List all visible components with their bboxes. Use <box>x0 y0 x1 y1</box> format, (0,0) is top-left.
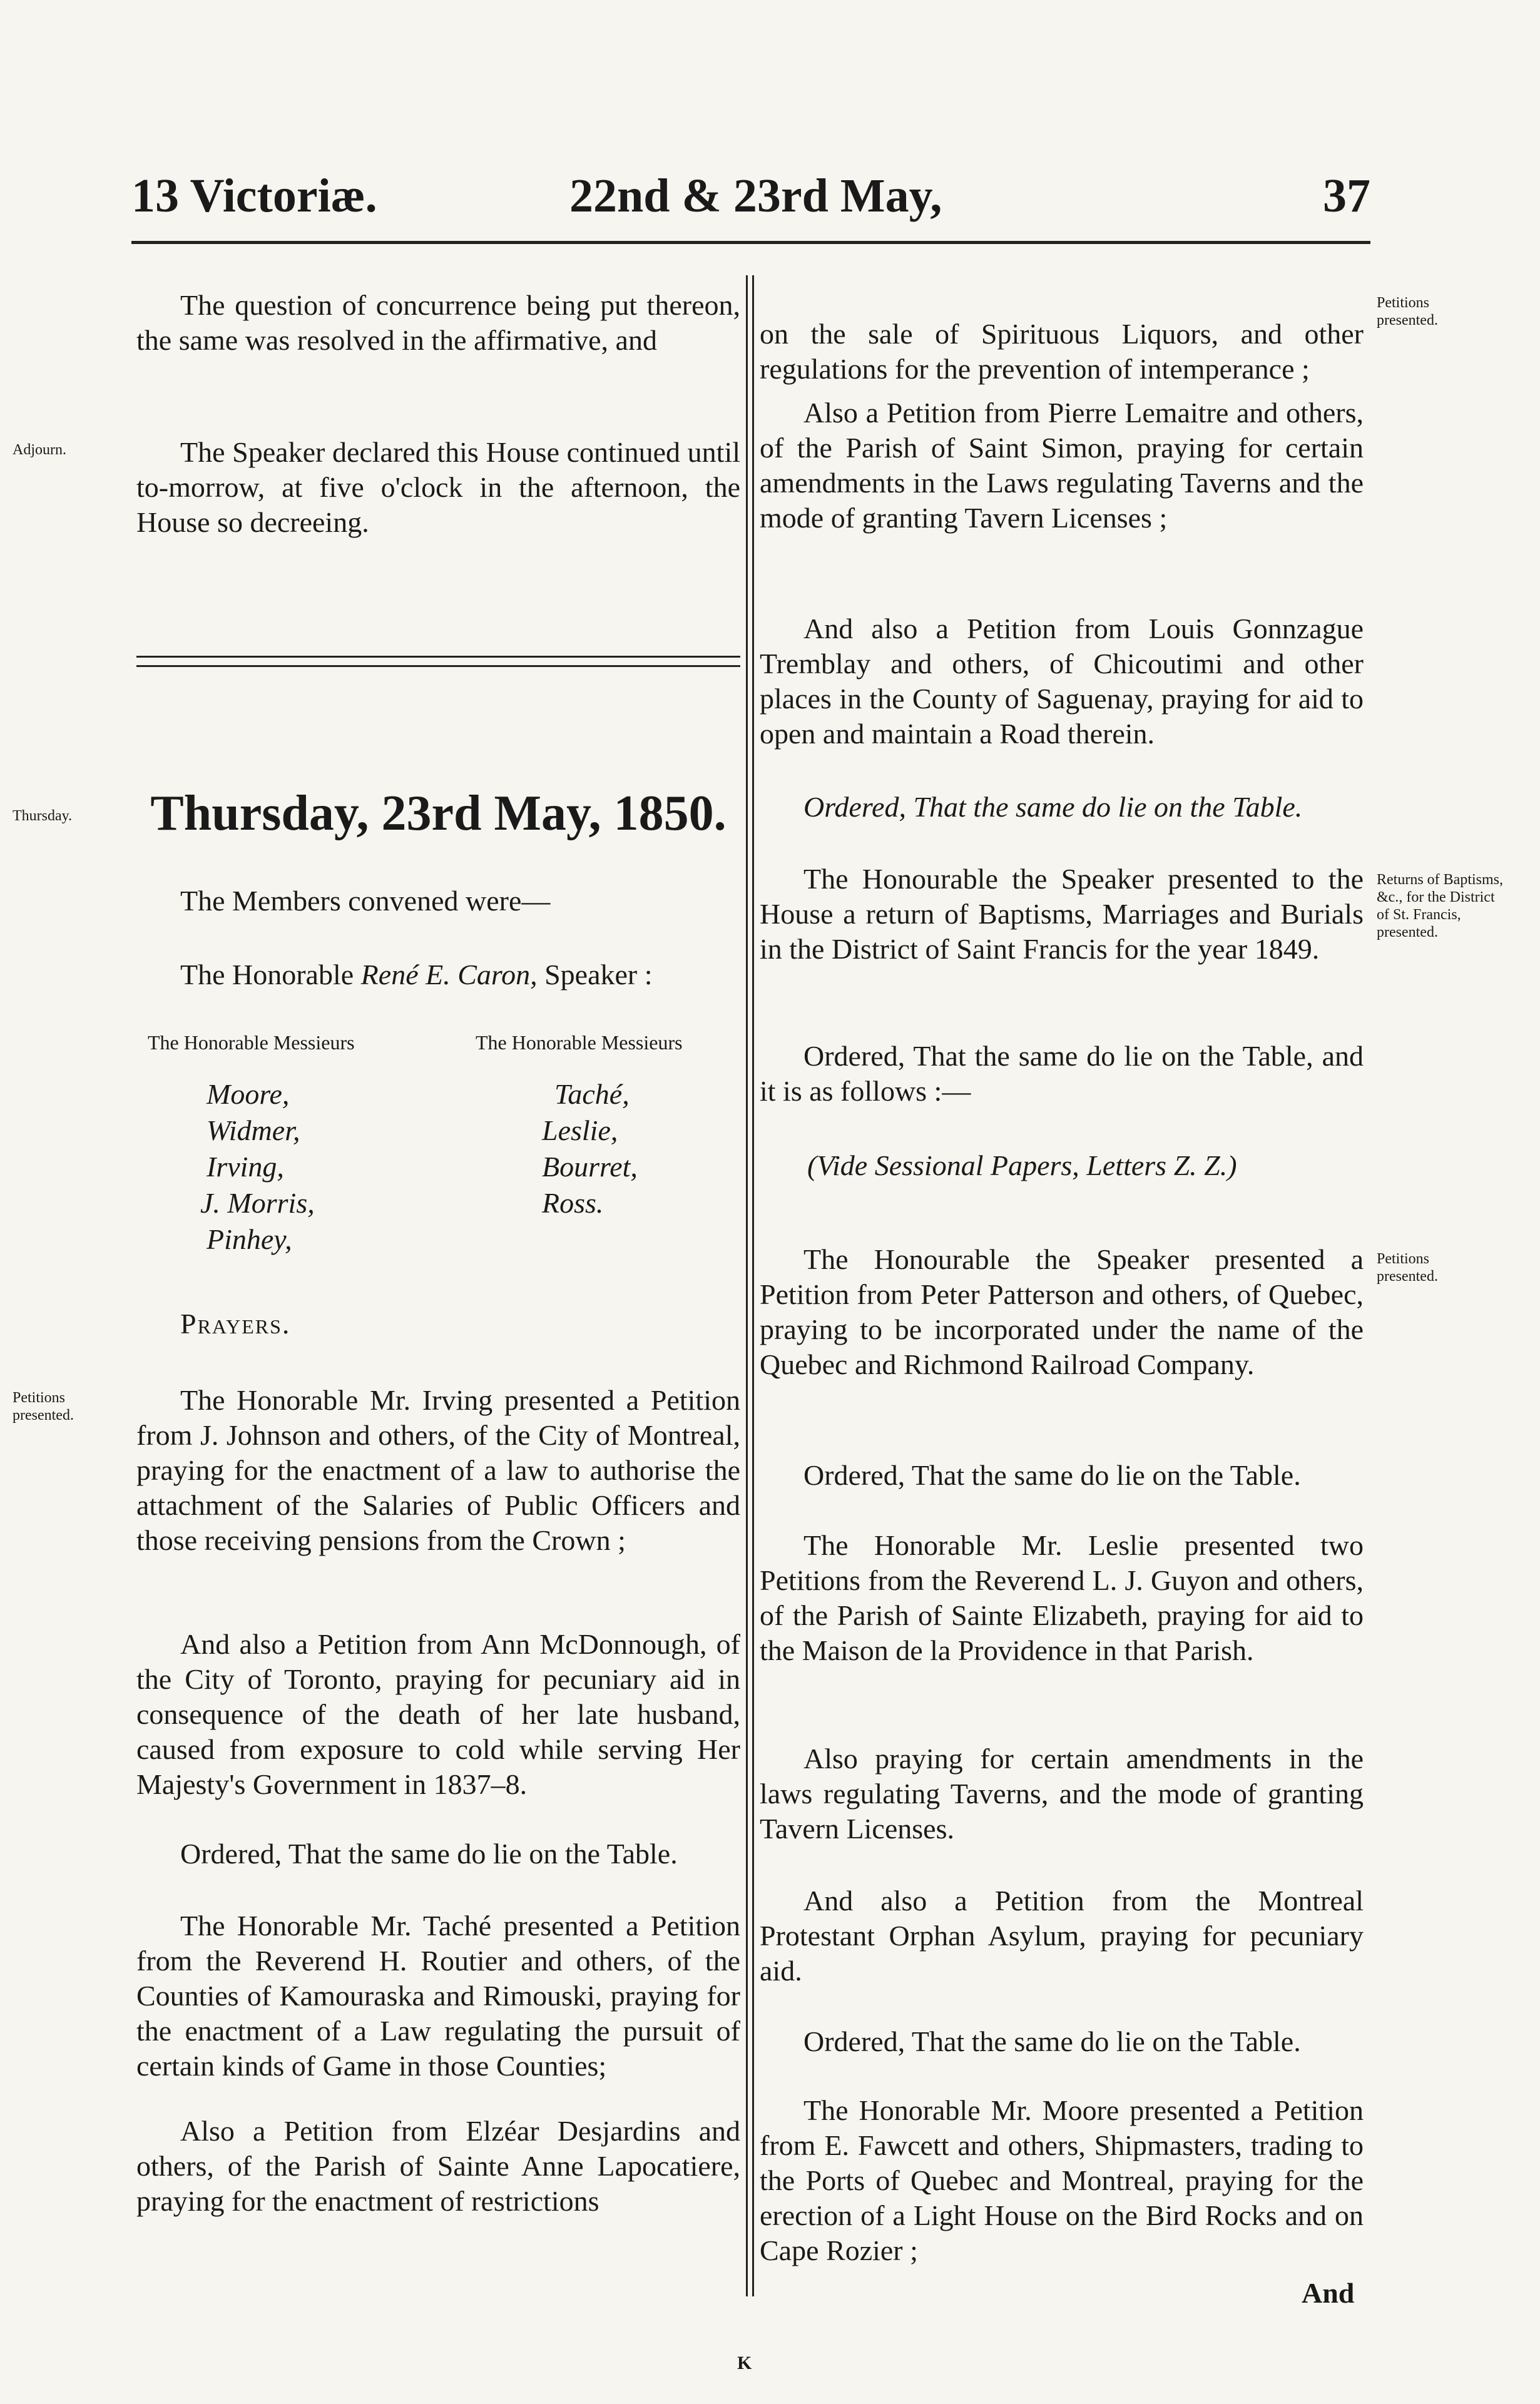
member: Ross. <box>542 1187 604 1219</box>
signature-mark: K <box>737 2353 752 2373</box>
page-date: 22nd & 23rd May, <box>569 170 942 222</box>
right-para-11: And also a Petition from the Montreal Protestant Orphan Asylum, praying for pecuniary aid. <box>760 1885 1364 1987</box>
member: Bourret, <box>542 1151 638 1183</box>
section-double-rule <box>136 656 740 667</box>
right-para-7: The Honourable the Speaker presented a Petition from Peter Patterson and others, of Quebec, praying to be incorporated under the name of the Quebec and Richmond Railroad Company. <box>760 1243 1364 1380</box>
left-para-4: And also a Petition from Ann McDonnough, of the City of Toronto, praying for pecuniary aid in consequence of the death of her late husband, caused from exposure to cold while serving Her Majesty's Government in 1837–8. <box>136 1628 740 1800</box>
right-para-6: Ordered, That the same do lie on the Table, and it is as follows :— <box>760 1040 1364 1107</box>
vide-note: (Vide Sessional Papers, Letters Z. Z.) <box>807 1149 1237 1181</box>
header-rule <box>131 241 1370 244</box>
right-para-9: The Honorable Mr. Leslie presented two Petitions from the Reverend L. J. Guyon and others, of the Parish of Sainte Elizabeth, praying for aid to the Maison de la Providence in that Parish. <box>760 1529 1364 1666</box>
left-para-5: Ordered, That the same do lie on the Table. <box>180 1838 678 1870</box>
column-divider <box>746 275 754 2296</box>
margin-note-adjourn: Adjourn. <box>13 442 66 458</box>
member: Leslie, <box>542 1114 618 1146</box>
margin-note-petitions-right-2: Petitions presented. <box>1377 1251 1438 1285</box>
members-list-1 <box>200 1076 315 1258</box>
right-para-5: The Honourable the Speaker presented to the House a return of Baptisms, Marriages and Burials in the District of Saint Francis for the year 1849. <box>760 863 1364 965</box>
margin-note-returns: Returns of Baptisms, &c., for the District of St. Francis, presented. <box>1377 872 1503 940</box>
member: Moore, <box>207 1078 290 1110</box>
right-para-3: And also a Petition from Louis Gonnzague Tremblay and others, of Chicoutimi and other places in the County of Saguenay, praying for aid to open and maintain a Road therein. <box>760 613 1364 750</box>
member: Widmer, <box>207 1114 300 1146</box>
right-para-2: Also a Petition from Pierre Lemaitre and others, of the Parish of Saint Simon, praying for certain amendments in the Laws regulating Taverns and the mode of granting Tavern Licenses ; <box>760 397 1364 534</box>
members-heading-2: The Honorable Messieurs <box>476 1031 683 1054</box>
day-title: Thursday, 23rd May, 1850. <box>150 786 727 841</box>
member: J. Morris, <box>200 1187 315 1219</box>
speaker-line <box>180 957 743 992</box>
right-para-10: Also praying for certain amendments in the laws regulating Taverns, and the mode of granting Tavern Licenses. <box>760 1743 1364 1845</box>
prayers-heading: Prayers. <box>180 1308 291 1340</box>
margin-note-thursday: Thursday. <box>13 808 73 824</box>
right-para-8: Ordered, That the same do lie on the Table. <box>803 1459 1301 1491</box>
speaker-prefix: The Honorable <box>180 959 361 991</box>
members-list-2 <box>542 1076 638 1221</box>
page-header <box>131 169 1370 238</box>
right-para-13: The Honorable Mr. Moore presented a Petition from E. Fawcett and others, Shipmasters, trading to the Ports of Quebec and Montreal, praying for the erection of a Light House on the Bird Rocks and on Cape Rozier ; <box>760 2094 1364 2266</box>
regnal-year: 13 Victoriæ. <box>131 170 377 222</box>
right-para-4: Ordered, That the same do lie on the Table. <box>803 791 1303 823</box>
right-para-1: on the sale of Spirituous Liquors, and other regulations for the prevention of intemperance ; <box>760 318 1364 385</box>
left-para-6: The Honorable Mr. Taché presented a Petition from the Reverend H. Routier and others, of the Counties of Kamouraska and Rimouski, praying for the enactment of a Law regulating the pursuit of certain kinds of Game in those Counties; <box>136 1910 740 2082</box>
speaker-name: René E. Caron, <box>360 959 538 991</box>
left-para-2: The Speaker declared this House continued until to-morrow, at five o'clock in the afternoon, the House so decreeing. <box>136 436 740 538</box>
left-para-7: Also a Petition from Elzéar Desjardins and others, of the Parish of Sainte Anne Lapocatiere, praying for the enactment of restrictions <box>136 2115 740 2217</box>
catchword: And <box>1302 2277 1355 2309</box>
page-number: 37 <box>1323 170 1370 222</box>
member: Pinhey, <box>207 1223 292 1255</box>
member: Taché, <box>554 1078 630 1110</box>
members-convened: The Members convened were— <box>180 885 551 917</box>
margin-note-petitions-right-1: Petitions presented. <box>1377 295 1438 329</box>
members-heading-1: The Honorable Messieurs <box>148 1031 355 1054</box>
left-para-1: The question of concurrence being put thereon, the same was resolved in the affirmative, and <box>136 289 740 356</box>
margin-note-petitions-left: Petitions presented. <box>13 1390 74 1424</box>
member: Irving, <box>207 1151 284 1183</box>
speaker-suffix: Speaker : <box>537 959 653 991</box>
left-para-3: The Honorable Mr. Irving presented a Petition from J. Johnson and others, of the City of Montreal, praying for the enactment of a law to authorise the attachment of the Salaries of Public Officers and those receiving pensions from the Crown ; <box>136 1384 740 1556</box>
right-para-12: Ordered, That the same do lie on the Table. <box>803 2025 1301 2057</box>
